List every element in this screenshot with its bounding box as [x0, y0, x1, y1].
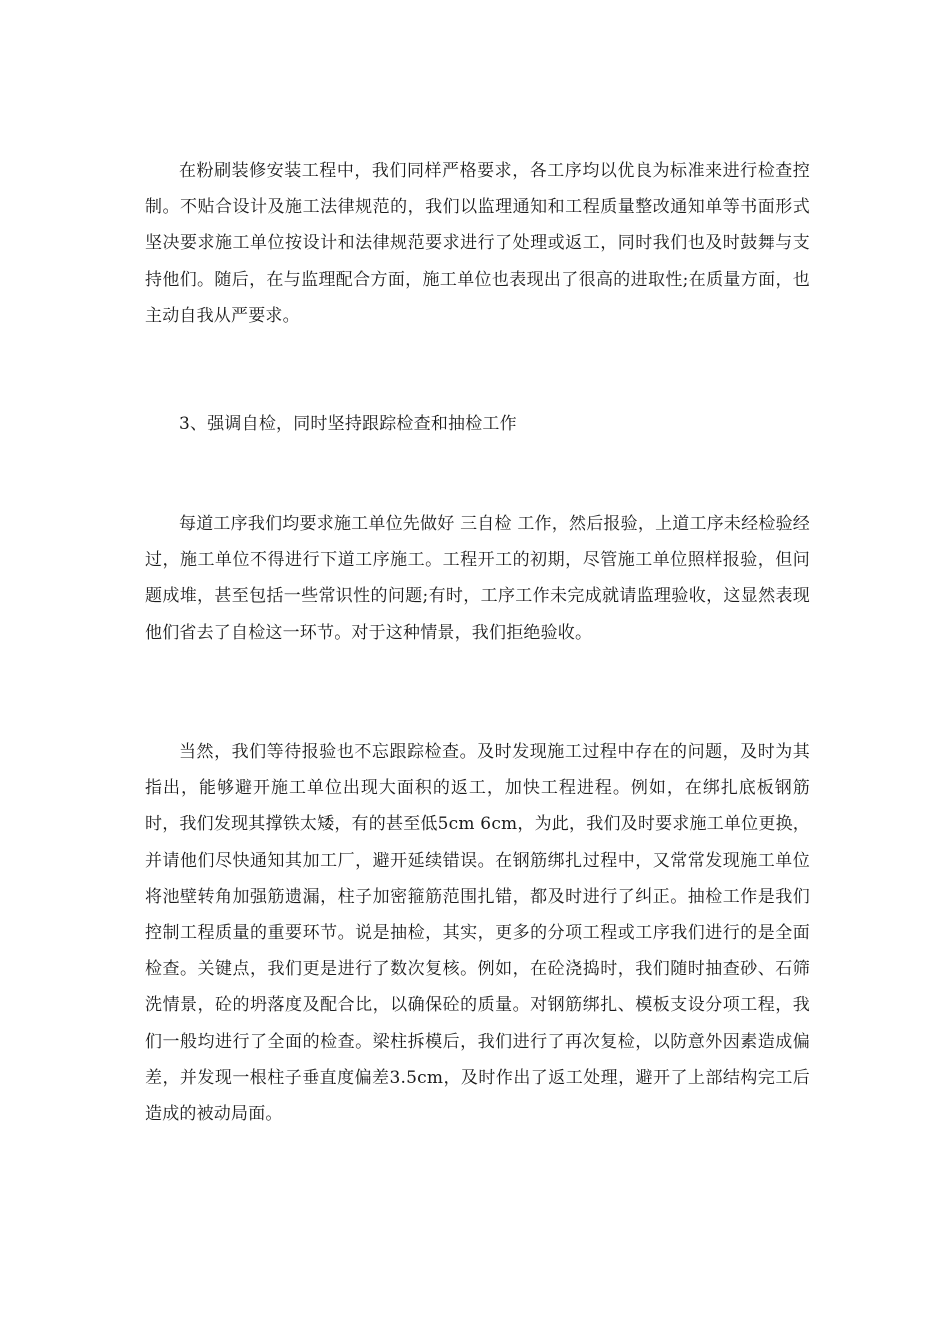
- paragraph-self-inspection: 每道工序我们均要求施工单位先做好 三自检 工作，然后报验，上道工序未经检验经过，施工单位不得进行下道工序施工。工程开工的初期，尽管施工单位照样报验，但问题成堆，甚至包括一些常识性的问题;有时，工序工作未完成就请监理验收，这显然表现他们省去了自检这一环节。对于这种情景，我们拒绝验收。: [145, 514, 810, 643]
- paragraph-finishing-works: 在粉刷装修安装工程中，我们同样严格要求，各工序均以优良为标准来进行检查控制。不贴合设计及施工法律规范的，我们以监理通知和工程质量整改通知单等书面形式坚决要求施工单位按设计和法律规范要求进行了处理或返工，同时我们也及时鼓舞与支持他们。随后，在与监理配合方面，施工单位也表现出了很高的进取性;在质量方面，也主动自我从严要求。: [145, 161, 810, 326]
- section-heading: 3、强调自检，同时坚持跟踪检查和抽检工作: [179, 414, 517, 434]
- paragraph-tracking-inspection: 当然，我们等待报验也不忘跟踪检查。及时发现施工过程中存在的问题，及时为其指出，能够避开施工单位出现大面积的返工，加快工程进程。例如，在绑扎底板钢筋时，我们发现其撑铁太矮，有的甚至低5cm 6cm，为此，我们及时要求施工单位更换，并请他们尽快通知其加工厂，避开延续错误。在钢筋绑扎过程中，又常常发现施工单位将池壁转角加强筋遗漏，柱子加密箍筋范围扎错，都及时进行了纠正。抽检工作是我们控制工程质量的重要环节。说是抽检，其实，更多的分项工程或工序我们进行的是全面检查。关键点，我们更是进行了数次复核。例如，在砼浇捣时，我们随时抽查砂、石筛洗情景，砼的坍落度及配合比，以确保砼的质量。对钢筋绑扎、模板支设分项工程，我们一般均进行了全面的检查。梁柱拆模后，我们进行了再次复检，以防意外因素造成偏差，并发现一根柱子垂直度偏差3.5cm，及时作出了返工处理，避开了上部结构完工后造成的被动局面。: [145, 742, 810, 1125]
